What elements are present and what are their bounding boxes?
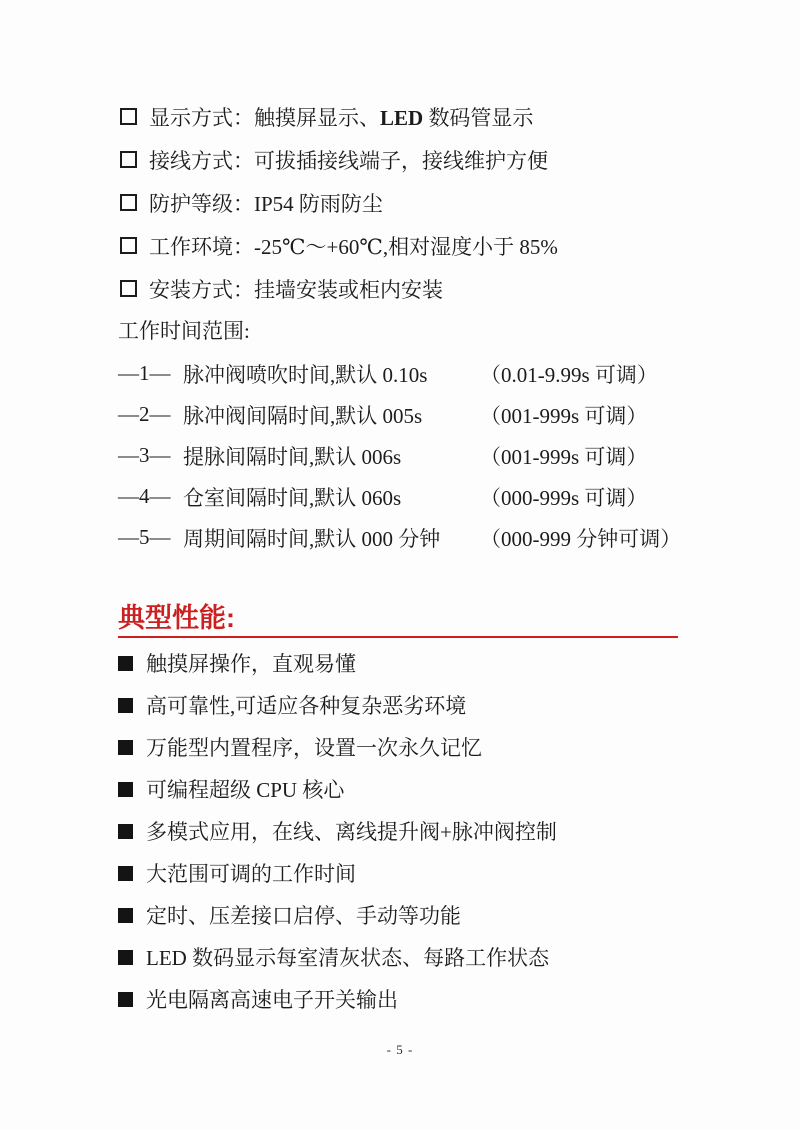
timing-marker: —4— bbox=[118, 484, 171, 508]
timing-item bbox=[118, 353, 678, 394]
feature-item-text: 多模式应用，在线、离线提升阀+脉冲阀控制 bbox=[146, 820, 557, 844]
feature-item-text: 万能型内置程序，设置一次永久记忆 bbox=[146, 736, 482, 760]
spec-text-pre: 安装方式：挂墙安装或柜内安装 bbox=[149, 277, 443, 302]
spec-item bbox=[118, 138, 678, 181]
timing-description: 仓室间隔时间,默认 060s bbox=[183, 485, 402, 510]
timing-item bbox=[118, 435, 678, 476]
timing-marker: —2— bbox=[118, 402, 171, 426]
spec-text-pre: 防护等级：IP54 防雨防尘 bbox=[149, 191, 383, 216]
page-content bbox=[118, 95, 682, 1020]
checkbox-icon bbox=[120, 194, 137, 211]
checkbox-icon bbox=[120, 280, 137, 297]
spec-text-pre: 接线方式：可拔插接线端子，接线维护方便 bbox=[149, 148, 548, 173]
timing-description: 脉冲阀间隔时间,默认 005s bbox=[183, 403, 423, 428]
checkbox-icon bbox=[120, 108, 137, 125]
feature-item-text: 可编程超级 CPU 核心 bbox=[146, 778, 345, 802]
feature-item bbox=[118, 852, 678, 894]
square-bullet-icon bbox=[118, 782, 133, 797]
spec-item-text bbox=[149, 188, 383, 218]
timing-description: 脉冲阀喷吹时间,默认 0.10s bbox=[183, 362, 428, 387]
page-number: - 5 - bbox=[386, 1042, 414, 1057]
feature-item bbox=[118, 768, 678, 810]
square-bullet-icon bbox=[118, 950, 133, 965]
work-time-section-title: 工作时间范围: bbox=[118, 319, 250, 343]
spec-item-text bbox=[149, 102, 533, 132]
spec-item bbox=[118, 224, 678, 267]
timing-range: （000-999s 可调） bbox=[480, 485, 648, 510]
feature-item-text: LED 数码显示每室清灰状态、每路工作状态 bbox=[146, 946, 550, 970]
timing-description: 提脉间隔时间,默认 006s bbox=[183, 444, 402, 469]
timing-marker: —3— bbox=[118, 443, 171, 467]
square-bullet-icon bbox=[118, 866, 133, 881]
timing-range: （000-999 分钟可调） bbox=[480, 526, 682, 551]
section-heading-underline bbox=[118, 602, 678, 638]
checkbox-icon bbox=[120, 237, 137, 254]
timing-item bbox=[118, 517, 682, 558]
spec-item-text bbox=[149, 145, 548, 175]
square-bullet-icon bbox=[118, 908, 133, 923]
spec-text-em: LED bbox=[380, 105, 424, 130]
timing-item bbox=[118, 476, 678, 517]
feature-item bbox=[118, 726, 678, 768]
spec-item-text bbox=[149, 231, 558, 261]
feature-item bbox=[118, 978, 678, 1020]
feature-item-text: 定时、压差接口启停、手动等功能 bbox=[146, 904, 461, 928]
square-bullet-icon bbox=[118, 656, 133, 671]
timing-description: 周期间隔时间,默认 000 分钟 bbox=[183, 526, 441, 551]
spec-text-post: 数码管显示 bbox=[423, 105, 534, 130]
square-bullet-icon bbox=[118, 740, 133, 755]
square-bullet-icon bbox=[118, 992, 133, 1007]
feature-item bbox=[118, 894, 678, 936]
spec-item bbox=[118, 95, 678, 138]
timing-range: （0.01-9.99s 可调） bbox=[480, 362, 658, 387]
feature-item-text: 大范围可调的工作时间 bbox=[146, 862, 356, 886]
section-heading: 典型性能: bbox=[118, 603, 235, 633]
timing-marker: —5— bbox=[118, 525, 171, 549]
spec-item bbox=[118, 181, 678, 224]
feature-item-text: 光电隔离高速电子开关输出 bbox=[146, 988, 398, 1012]
feature-item bbox=[118, 936, 678, 978]
spec-text-pre: 显示方式：触摸屏显示、 bbox=[149, 105, 380, 130]
spec-text-pre: 工作环境：-25℃～+60℃,相对湿度小于 85% bbox=[149, 234, 558, 259]
spec-item bbox=[118, 267, 678, 310]
square-bullet-icon bbox=[118, 698, 133, 713]
feature-item-text: 触摸屏操作，直观易懂 bbox=[146, 652, 356, 676]
timing-range: （001-999s 可调） bbox=[480, 444, 648, 469]
spec-item-text bbox=[149, 274, 443, 304]
timing-range: （001-999s 可调） bbox=[480, 403, 648, 428]
timing-marker: —1— bbox=[118, 361, 171, 385]
feature-list bbox=[118, 642, 678, 1020]
timing-item bbox=[118, 394, 678, 435]
feature-item bbox=[118, 684, 678, 726]
feature-item bbox=[118, 642, 678, 684]
checkbox-icon bbox=[120, 151, 137, 168]
square-bullet-icon bbox=[118, 824, 133, 839]
feature-item bbox=[118, 810, 678, 852]
feature-item-text: 高可靠性,可适应各种复杂恶劣环境 bbox=[146, 694, 467, 718]
